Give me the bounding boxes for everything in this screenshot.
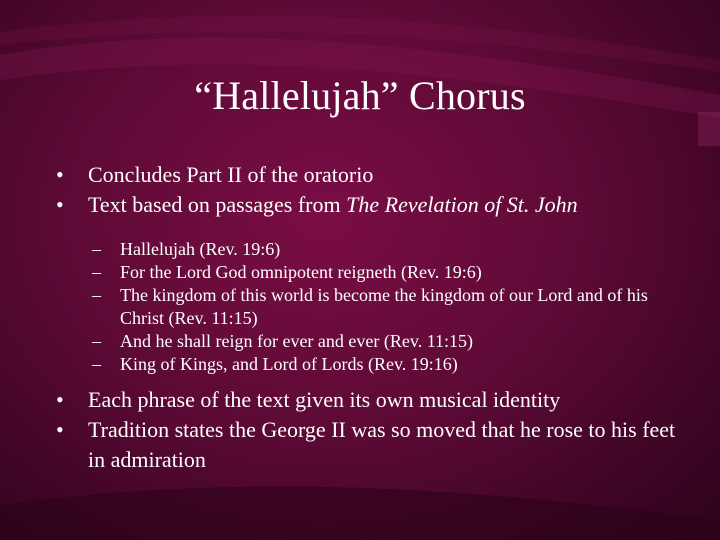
sub-bullet-item: [56, 238, 676, 261]
bullet-item: [56, 160, 676, 190]
sub-bullet-text: King of Kings, and Lord of Lords (Rev. 19:16): [120, 354, 458, 374]
dash-icon: –: [92, 239, 101, 259]
sub-bullet-item: [56, 353, 676, 376]
bullet-text: Tradition states the George II was so moved that he rose to his feet in admiration: [88, 417, 676, 472]
dash-icon: –: [92, 262, 101, 282]
dash-icon: –: [92, 354, 101, 374]
bullet-icon: •: [56, 387, 64, 412]
bullet-text: Each phrase of the text given its own musical identity: [88, 387, 561, 412]
sub-bullet-text: And he shall reign for ever and ever (Rev. 11:15): [120, 331, 474, 351]
slide-title: “Hallelujah” Chorus: [194, 73, 526, 118]
sub-bullet-item: [56, 261, 676, 284]
bullet-item: [56, 415, 676, 475]
book-title: The Revelation of St. John: [346, 192, 578, 217]
bullet-item: [56, 190, 676, 220]
bullet-item: [56, 385, 676, 415]
sub-bullet-text: For the Lord God omnipotent reigneth (Rev. 19:6): [120, 262, 482, 282]
bullet-text: Concludes Part II of the oratorio: [88, 162, 374, 187]
slide-body: [56, 160, 676, 475]
sub-bullet-item: [56, 330, 676, 353]
dash-icon: –: [92, 285, 101, 305]
sub-bullet-text: Hallelujah (Rev. 19:6): [120, 239, 281, 259]
bullet-icon: •: [56, 417, 64, 442]
bullet-text: Text based on passages from: [88, 192, 347, 217]
sub-bullet-item: [56, 284, 676, 330]
sub-bullet-text: The kingdom of this world is become the kingdom of our Lord and of his Christ (Rev. 11:15): [120, 285, 648, 328]
dash-icon: –: [92, 331, 101, 351]
bullet-icon: •: [56, 162, 64, 187]
bullet-icon: •: [56, 192, 64, 217]
